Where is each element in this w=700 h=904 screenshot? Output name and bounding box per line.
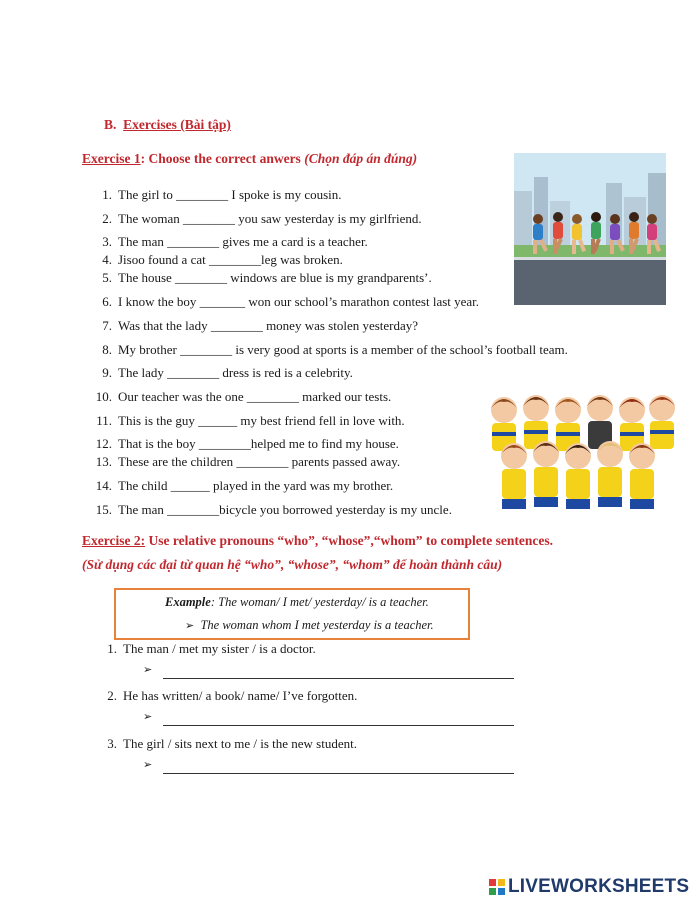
exercise2-title xyxy=(82,533,553,549)
exercise2-label: Exercise 2: xyxy=(82,533,146,548)
answer-line-3[interactable] xyxy=(163,772,514,774)
question-15: 15. The man ________bicycle you borrowed yesterday is my uncle. xyxy=(95,502,452,517)
back-row-players xyxy=(491,395,675,451)
example-label: Example xyxy=(165,595,211,609)
example-text: : The woman/ I met/ yesterday/ is a teacher. xyxy=(210,595,429,609)
exercise2-item-1: 1. The man / met my sister / is a doctor. xyxy=(107,641,316,656)
question-14: 14. The child ______ played in the yard was my brother. xyxy=(95,478,394,493)
section-letter: B. xyxy=(104,117,117,132)
example-answer: The woman whom I met yesterday is a teacher. xyxy=(200,618,434,632)
question-text: The woman ________ you saw yesterday is my girlfriend. xyxy=(118,211,422,226)
question-text: The child ______ played in the yard was my brother. xyxy=(118,478,394,493)
question-text: The man ________ gives me a card is a teacher. xyxy=(118,234,368,249)
question-text: These are the children ________ parents passed away. xyxy=(118,454,401,469)
question-text: Our teacher was the one ________ marked our tests. xyxy=(118,389,392,404)
section-heading xyxy=(104,117,231,133)
question-text: This is the guy ______ my best friend fell in love with. xyxy=(118,413,405,428)
question-8: 8. My brother ________ is very good at sports is a member of the school’s football team. xyxy=(102,342,568,357)
exercise1-instruction-vi: (Chọn đáp án đúng) xyxy=(304,151,418,166)
question-text: The lady ________ dress is red is a celebrity. xyxy=(118,365,353,380)
question-text: The girl to ________ I spoke is my cousin. xyxy=(118,187,342,202)
question-text: That is the boy ________helped me to find my house. xyxy=(118,436,399,451)
exercise1-colon: : xyxy=(140,151,146,166)
item-text: The girl / sits next to me / is the new student. xyxy=(123,736,357,751)
question-12: 12. That is the boy ________helped me to find my house. xyxy=(95,436,399,451)
liveworksheets-logo-icon xyxy=(489,879,505,895)
question-13: 13. These are the children ________ parents passed away. xyxy=(95,454,401,469)
exercise2-item-2: 2. He has written/ a book/ name/ I’ve forgotten. xyxy=(107,688,358,703)
question-7: 7. Was that the lady ________ money was stolen yesterday? xyxy=(102,318,419,333)
answer-line-2[interactable] xyxy=(163,724,514,726)
question-text: The house ________ windows are blue is my grandparents’. xyxy=(118,270,432,285)
question-text: My brother ________ is very good at sports is a member of the school’s football team. xyxy=(118,342,568,357)
exercise2-item-3: 3. The girl / sits next to me / is the new student. xyxy=(107,736,357,751)
runners-image xyxy=(514,153,666,305)
question-6: 6. I know the boy _______ won our school’s marathon contest last year. xyxy=(102,294,480,309)
watermark-text: LIVEWORKSHEETS xyxy=(508,876,690,897)
question-text: I know the boy _______ won our school’s marathon contest last year. xyxy=(118,294,480,309)
answer-line-1[interactable] xyxy=(163,677,514,679)
arrow-bullet-icon: ➢ xyxy=(143,664,153,676)
arrow-bullet-icon: ➢ xyxy=(143,759,153,771)
exercise1-instruction: Choose the correct anwers xyxy=(145,151,305,166)
arrow-bullet-icon: ➢ xyxy=(185,620,195,632)
football-team-image xyxy=(482,390,682,522)
item-text: The man / met my sister / is a doctor. xyxy=(123,641,316,656)
front-row-players xyxy=(501,441,655,517)
example-prompt xyxy=(165,595,429,610)
exercise2-subtitle: (Sử dụng các đại từ quan hệ “who”, “whose”, “whom” để hoàn thành câu) xyxy=(82,557,503,572)
question-9: 9. The lady ________ dress is red is a celebrity. xyxy=(102,365,353,380)
exercise1-title xyxy=(82,151,417,167)
question-text: Jisoo found a cat ________leg was broken. xyxy=(118,252,343,267)
item-text: He has written/ a book/ name/ I’ve forgotten. xyxy=(123,688,358,703)
exercise2-instruction: Use relative pronouns “who”, “whose”,“whom” to complete sentences. xyxy=(145,533,553,548)
question-3: 3. The man ________ gives me a card is a teacher. xyxy=(102,234,368,249)
question-2: 2. The woman ________ you saw yesterday is my girlfriend. xyxy=(102,211,422,226)
arrow-bullet-icon: ➢ xyxy=(143,711,153,723)
question-text: Was that the lady ________ money was stolen yesterday? xyxy=(118,318,419,333)
question-11: 11. This is the guy ______ my best friend fell in love with. xyxy=(96,413,405,428)
exercise1-label: Exercise 1 xyxy=(82,151,141,166)
question-4: 4. Jisoo found a cat ________leg was broken. xyxy=(102,252,343,267)
example-answer-line xyxy=(185,618,434,633)
question-5: 5. The house ________ windows are blue is my grandparents’. xyxy=(102,270,432,285)
question-10: 10. Our teacher was the one ________ marked our tests. xyxy=(95,389,392,404)
section-title: Exercises (Bài tập) xyxy=(123,117,231,132)
question-1: 1. The girl to ________ I spoke is my cousin. xyxy=(102,187,342,202)
question-text: The man ________bicycle you borrowed yesterday is my uncle. xyxy=(118,502,452,517)
